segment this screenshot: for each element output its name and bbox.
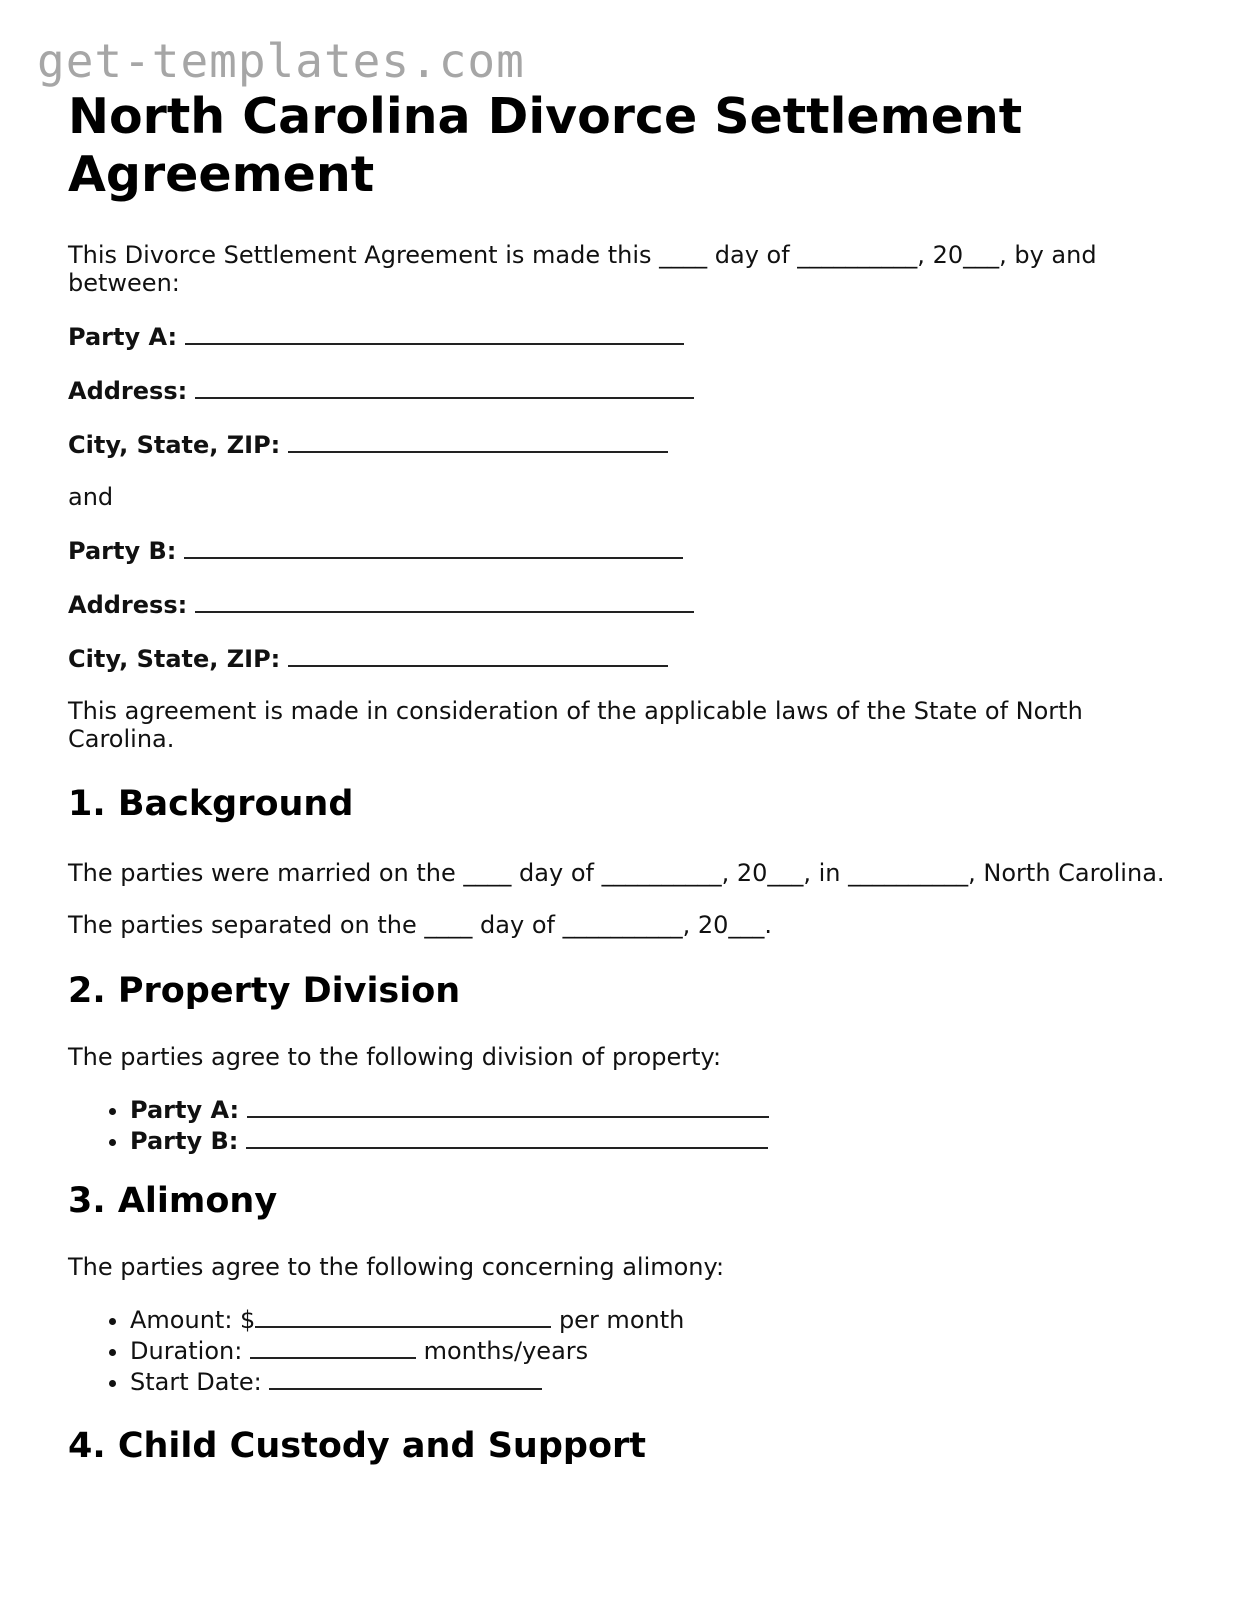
party-b-name-blank[interactable] (184, 535, 683, 559)
alimony-amount-label: Amount: $ (130, 1306, 256, 1334)
party-a-address-line (68, 375, 1188, 405)
property-item-party-a (130, 1094, 1188, 1125)
property-intro: The parties agree to the following division of property: (68, 1043, 722, 1071)
party-a-address-blank[interactable] (195, 375, 694, 399)
section-property-heading: 2. Property Division (68, 971, 461, 1011)
party-a-name-line (68, 321, 1188, 351)
alimony-amount-blank[interactable] (255, 1304, 551, 1328)
and-text: and (68, 483, 114, 511)
party-b-city-line (68, 643, 1188, 673)
party-b-name-label: Party B: (68, 537, 177, 565)
alimony-start-label: Start Date: (130, 1368, 262, 1396)
party-a-city-label: City, State, ZIP: (68, 431, 281, 459)
alimony-duration-item (130, 1335, 1188, 1366)
party-a-name-blank[interactable] (185, 321, 684, 345)
alimony-start-blank[interactable] (269, 1366, 542, 1390)
party-a-address-label: Address: (68, 377, 188, 405)
alimony-duration-suffix: months/years (423, 1337, 589, 1365)
alimony-duration-blank[interactable] (250, 1335, 416, 1359)
property-party-a-label: Party A: (130, 1096, 240, 1124)
separated-paragraph: The parties separated on the ____ day of __________, 20___. (68, 911, 773, 939)
alimony-duration-label: Duration: (130, 1337, 243, 1365)
watermark-logo: get-templates.com (37, 34, 525, 88)
party-a-name-label: Party A: (68, 323, 178, 351)
party-b-address-label: Address: (68, 591, 188, 619)
alimony-intro: The parties agree to the following concerning alimony: (68, 1253, 725, 1281)
party-b-city-label: City, State, ZIP: (68, 645, 281, 673)
married-paragraph: The parties were married on the ____ day of __________, 20___, in __________, North Carolina. (68, 859, 1165, 887)
consideration-paragraph: This agreement is made in consideration of the applicable laws of the State of North Carolina. (68, 697, 1083, 753)
alimony-amount-item (130, 1304, 1188, 1335)
party-a-city-blank[interactable] (288, 429, 668, 453)
property-party-b-label: Party B: (130, 1127, 239, 1155)
party-b-address-line (68, 589, 1188, 619)
property-list (68, 1094, 1188, 1156)
property-party-a-blank[interactable] (247, 1094, 769, 1118)
party-b-name-line (68, 535, 1188, 565)
section-custody-heading: 4. Child Custody and Support (68, 1426, 646, 1466)
document-title: North Carolina Divorce Settlement Agreement (68, 88, 1023, 203)
party-a-city-line (68, 429, 1188, 459)
section-alimony-heading: 3. Alimony (68, 1181, 278, 1221)
section-background-heading: 1. Background (68, 784, 354, 824)
party-b-address-blank[interactable] (195, 589, 694, 613)
alimony-list (68, 1304, 1188, 1397)
alimony-start-item (130, 1366, 1188, 1397)
party-b-city-blank[interactable] (288, 643, 668, 667)
property-item-party-b (130, 1125, 1188, 1156)
alimony-amount-suffix: per month (558, 1306, 685, 1334)
intro-paragraph: This Divorce Settlement Agreement is made this ____ day of __________, 20___, by and between: (68, 241, 1097, 297)
document-page (68, 88, 1188, 1467)
property-party-b-blank[interactable] (246, 1125, 768, 1149)
